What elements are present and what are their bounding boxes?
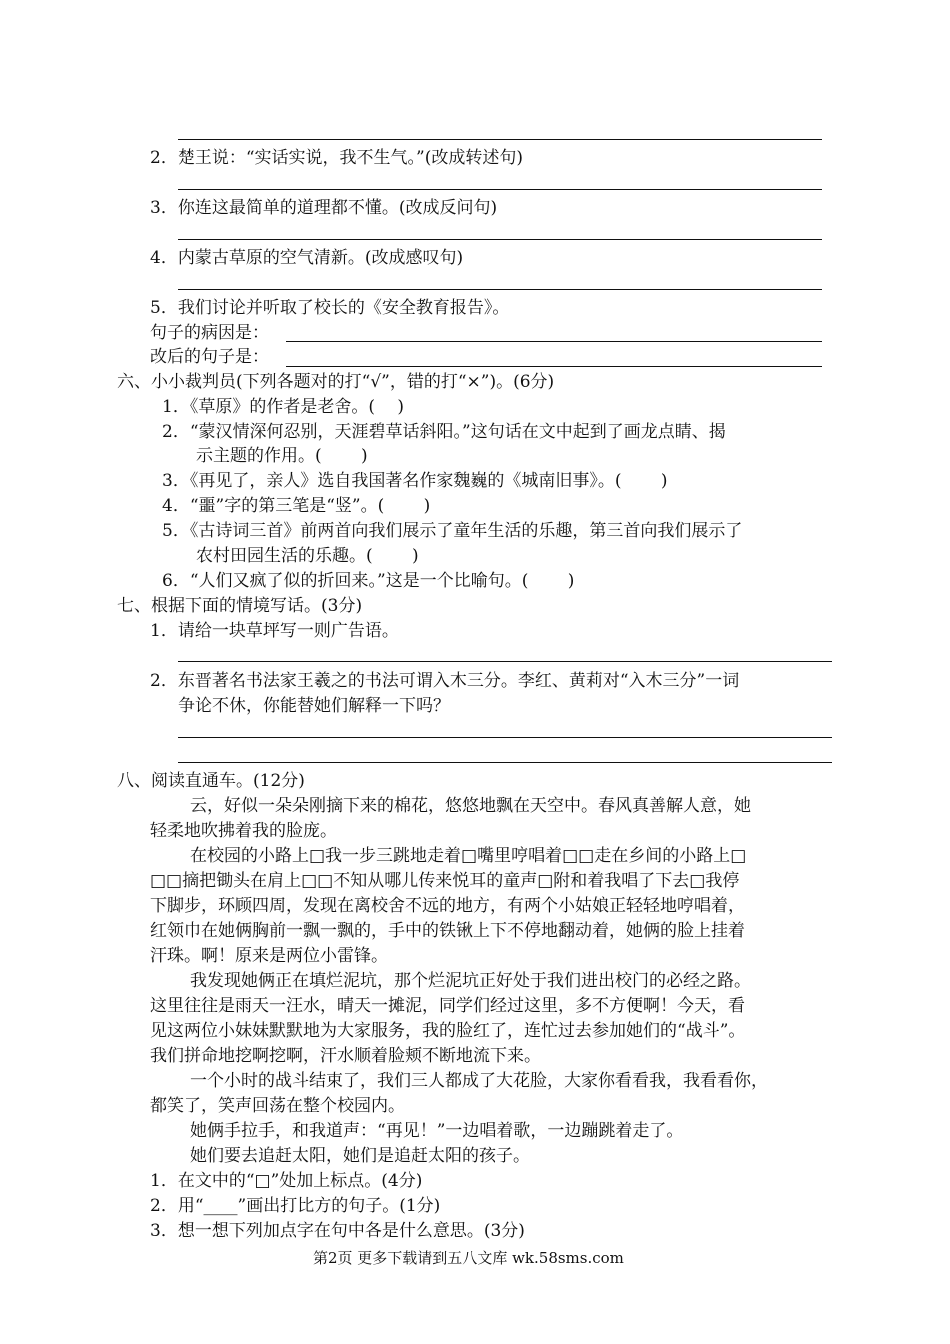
sec5-q2: 2．楚王说：“实话实说，我不生气。”(改成转述句) — [150, 148, 523, 168]
sec6-item: 农村田园生活的乐趣。( ) — [196, 546, 419, 566]
sec8-question: 1．在文中的“□”处加上标点。(4分) — [150, 1171, 423, 1191]
passage-line: 她俩手拉手，和我道声：“再见！”一边唱着歌，一边蹦跳着走了。 — [190, 1121, 684, 1141]
passage-line: 我发现她俩正在填烂泥坑，那个烂泥坑正好处于我们进出校门的必经之路。 — [190, 971, 751, 991]
passage-line: 轻柔地吹拂着我的脸庞。 — [150, 821, 337, 841]
passage-line: 见这两位小妹妹默默地为大家服务，我的脸红了，连忙过去参加她们的“战斗”。 — [150, 1021, 746, 1041]
sec8-question: 3．想一想下列加点字在句中各是什么意思。(3分) — [150, 1221, 525, 1241]
sec7-q1: 1．请给一块草坪写一则广告语。 — [150, 621, 399, 641]
passage-line: 这里往往是雨天一汪水，晴天一摊泥，同学们经过这里，多不方便啊！今天，看 — [150, 996, 745, 1016]
answer-line — [178, 661, 832, 662]
passage-line: 她们要去追赶太阳，她们是追赶太阳的孩子。 — [190, 1146, 530, 1166]
passage-line: □□摘把锄头在肩上□□不知从哪儿传来悦耳的童声□附和着我唱了下去□我停 — [150, 871, 740, 891]
passage-line: 在校园的小路上□我一步三跳地走着□嘴里哼唱着□□走在乡间的小路上□ — [190, 846, 747, 866]
sec7-q2-line2: 争论不休，你能替她们解释一下吗？ — [178, 696, 450, 716]
passage-line: 下脚步，环顾四周，发现在离校舍不远的地方，有两个小姑娘正轻轻地哼唱着， — [150, 896, 745, 916]
sec6-item: 2．“蒙汉情深何忍别，天涯碧草话斜阳。”这句话在文中起到了画龙点睛、揭 — [162, 422, 726, 442]
passage-line: 一个小时的战斗结束了，我们三人都成了大花脸，大家你看看我，我看看你， — [190, 1071, 768, 1091]
answer-line — [178, 289, 822, 290]
answer-line — [178, 139, 822, 140]
cause-answer-line — [286, 341, 822, 342]
page-footer: 第2页 更多下载请到五八文库 wk.58sms.com — [313, 1249, 624, 1267]
sec6-item: 示主题的作用。( ) — [196, 446, 368, 466]
sec5-q5: 5．我们讨论并听取了校长的《安全教育报告》。 — [150, 298, 510, 318]
sec5-q5-cause-label: 句子的病因是： — [150, 323, 269, 343]
passage-line: 汗珠。啊！原来是两位小雷锋。 — [150, 946, 388, 966]
sec6-item: 6．“人们又疯了似的折回来。”这是一个比喻句。( ) — [162, 571, 575, 591]
sec7-q2-line1: 2．东晋著名书法家王羲之的书法可谓入木三分。李红、黄莉对“入木三分”一词 — [150, 671, 740, 691]
sec5-q5-fixed-label: 改后的句子是： — [150, 347, 269, 367]
sec6-item: 4．“噩”字的第三笔是“竖”。( ) — [162, 496, 431, 516]
sec6-item: 5．《古诗词三首》前两首向我们展示了童年生活的乐趣，第三首向我们展示了 — [162, 521, 743, 541]
sec6-item: 3．《再见了，亲人》选自我国著名作家魏巍的《城南旧事》。( ) — [162, 471, 668, 491]
answer-line — [178, 737, 832, 738]
answer-line — [178, 762, 832, 763]
sec7-heading: 七、根据下面的情境写话。(3分) — [117, 596, 363, 616]
passage-line: 都笑了，笑声回荡在整个校园内。 — [150, 1096, 405, 1116]
sec6-heading: 六、小小裁判员(下列各题对的打“√”，错的打“×”)。(6分) — [117, 372, 555, 392]
sec5-q3: 3．你连这最简单的道理都不懂。(改成反问句) — [150, 198, 498, 218]
sec8-question: 2．用“____”画出打比方的句子。(1分) — [150, 1196, 441, 1216]
answer-line — [178, 239, 822, 240]
sec5-q4: 4．内蒙古草原的空气清新。(改成感叹句) — [150, 248, 464, 268]
sec8-heading: 八、阅读直通车。(12分) — [117, 771, 305, 791]
passage-line: 云，好似一朵朵刚摘下来的棉花，悠悠地飘在天空中。春风真善解人意，她 — [190, 796, 751, 816]
answer-line — [178, 189, 822, 190]
fixed-answer-line — [286, 366, 822, 367]
passage-line: 红领巾在她俩胸前一飘一飘的，手中的铁锹上下不停地翻动着，她俩的脸上挂着 — [150, 921, 745, 941]
sec6-item: 1．《草原》的作者是老舍。( ) — [162, 397, 404, 417]
passage-line: 我们拼命地挖啊挖啊，汗水顺着脸颊不断地流下来。 — [150, 1046, 541, 1066]
